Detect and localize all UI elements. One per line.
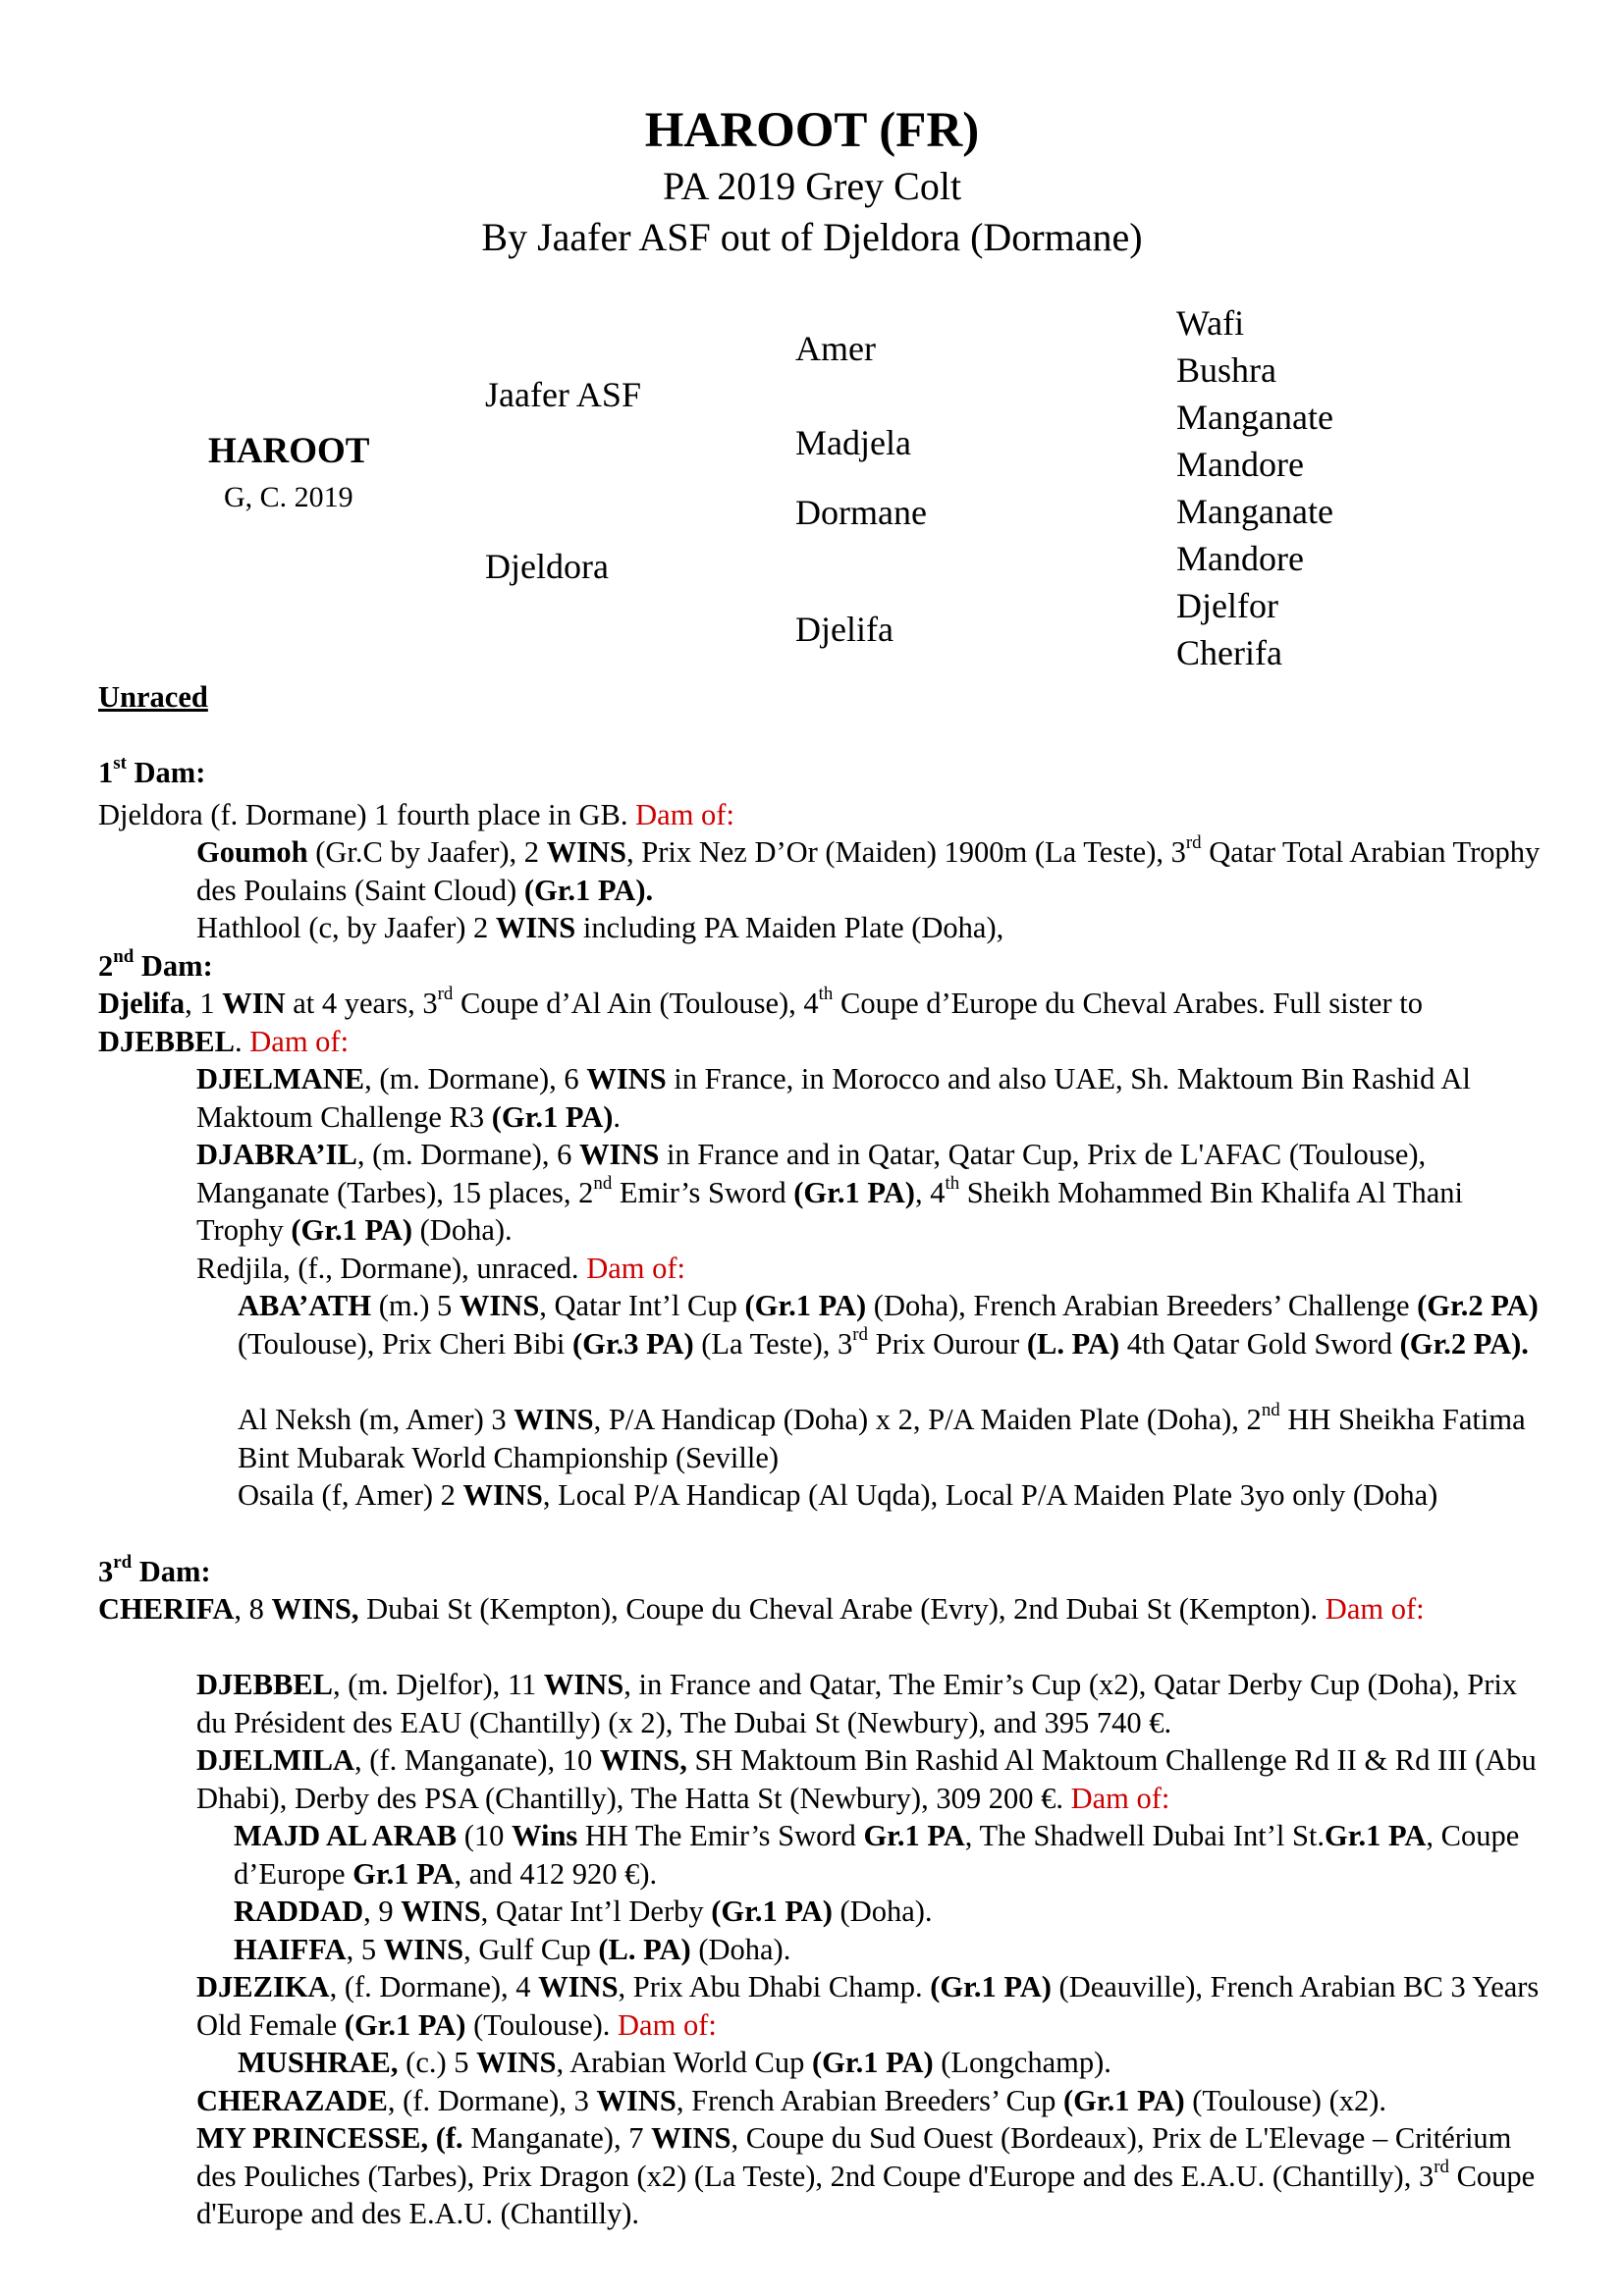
subtitle-breed-year: PA 2019 Grey Colt xyxy=(662,164,962,208)
progeny-djelmane: DJELMANE, (m. Dormane), 6 WINS in France, in Morocco and also UAE, Sh. Maktoum Bin Rashid Al Maktoum Challenge R3 (Gr.1 PA). xyxy=(196,1062,1471,1134)
third-dam-heading: 3rd Dam: xyxy=(98,1551,211,1588)
progeny-djezika: DJEZIKA, (f. Dormane), 4 WINS, Prix Abu Dhabi Champ. (Gr.1 PA) (Deauville), French Arabian BC 3 Years Old Female (Gr.1 PA) (Toulouse). Dam of: xyxy=(196,1970,1540,2042)
second-dam-heading: 2nd Dam: xyxy=(98,945,213,983)
progeny-raddad: RADDAD, 9 WINS, Qatar Int’l Derby (Gr.1 PA) (Doha). xyxy=(234,1895,933,1928)
race-status: Unraced xyxy=(98,680,208,714)
pedigree-g3-1: Wafi xyxy=(1176,303,1245,343)
page-title: HAROOT (FR) xyxy=(644,103,980,158)
pedigree-horse-name: HAROOT xyxy=(208,431,370,471)
pedigree-sire-sire: Amer xyxy=(795,329,876,368)
progeny-djebbel: DJEBBEL, (m. Djelfor), 11 WINS, in France and Qatar, The Emir’s Cup (x2), Qatar Derby Cup (Doha), Prix du Président des EAU (Chantilly) (x 2), The Dubai St (Newbury), and 395 740 €. xyxy=(196,1668,1518,1739)
progeny-abaath: ABA’ATH (m.) 5 WINS, Qatar Int’l Cup (Gr.1 PA) (Doha), French Arabian Breeders’ Challenge (Gr.2 PA) (Toulouse), Prix Cheri Bibi (Gr.3 PA) (La Teste), 3rd Prix Ourour (L. PA) 4th Qatar Gold Sword (Gr.2 PA). xyxy=(238,1289,1539,1361)
pedigree-horse-details: G, C. 2019 xyxy=(224,481,353,513)
subtitle-parentage: By Jaafer ASF out of Djeldora (Dormane) xyxy=(481,215,1143,259)
pedigree-g3-2: Bushra xyxy=(1176,350,1276,390)
third-dam-entry: CHERIFA, 8 WINS, Dubai St (Kempton), Coupe du Cheval Arabe (Evry), 2nd Dubai St (Kempton). Dam of: xyxy=(98,1592,1425,1626)
progeny-redjila: Redjila, (f., Dormane), unraced. Dam of: xyxy=(196,1252,685,1285)
progeny-al-neksh: Al Neksh (m, Amer) 3 WINS, P/A Handicap (Doha) x 2, P/A Maiden Plate (Doha), 2nd HH Sheikha Fatima Bint Mubarak World Championship (Seville) xyxy=(238,1399,1526,1474)
pedigree-g3-3: Manganate xyxy=(1176,398,1333,437)
progeny-djabrail: DJABRA’IL, (m. Dormane), 6 WINS in France and in Qatar, Qatar Cup, Prix de L'AFAC (Toulouse), Manganate (Tarbes), 15 places, 2nd Emir’s Sword (Gr.1 PA), 4th Sheikh Mohammed Bin Khalifa Al Thani Trophy (Gr.1 PA) (Doha). xyxy=(196,1138,1463,1247)
progeny-mushrae: MUSHRAE, (c.) 5 WINS, Arabian World Cup (Gr.1 PA) (Longchamp). xyxy=(238,2046,1111,2079)
pedigree-sire: Jaafer ASF xyxy=(485,375,641,414)
second-dam-entry: Djelifa, 1 WIN at 4 years, 3rd Coupe d’Al Ain (Toulouse), 4th Coupe d’Europe du Cheval Arabes. Full sister to DJEBBEL. Dam of: xyxy=(98,983,1423,1058)
progeny-hathlool: Hathlool (c, by Jaafer) 2 WINS including PA Maiden Plate (Doha), xyxy=(196,911,1004,944)
pedigree-g3-7: Djelfor xyxy=(1176,586,1278,625)
pedigree-g3-6: Mandore xyxy=(1176,539,1304,578)
progeny-my-princesse: MY PRINCESSE, (f. Manganate), 7 WINS, Coupe du Sud Ouest (Bordeaux), Prix de L'Elevage – Critérium des Pouliches (Tarbes), Prix Dragon (x2) (La Teste), 2nd Coupe d'Europe and des E.A.U. (Chantilly), 3rd Coupe d'Europe and des E.A.U. (Chantilly). xyxy=(196,2121,1536,2230)
first-dam-entry: Djeldora (f. Dormane) 1 fourth place in GB. Dam of: xyxy=(98,798,734,831)
progeny-cherazade: CHERAZADE, (f. Dormane), 3 WINS, French Arabian Breeders’ Cup (Gr.1 PA) (Toulouse) (x2). xyxy=(196,2084,1387,2117)
progeny-majd-al-arab: MAJD AL ARAB (10 Wins HH The Emir’s Sword Gr.1 PA, The Shadwell Dubai Int’l St.Gr.1 PA, Coupe d’Europe Gr.1 PA, and 412 920 €). xyxy=(234,1819,1520,1891)
pedigree-dam-sire: Dormane xyxy=(795,493,927,532)
progeny-goumoh: Goumoh (Gr.C by Jaafer), 2 WINS, Prix Nez D’Or (Maiden) 1900m (La Teste), 3rd Qatar Total Arabian Trophy des Poulains (Saint Cloud) (Gr.1 PA). xyxy=(196,831,1541,907)
first-dam-heading: 1st Dam: xyxy=(98,752,206,789)
progeny-osaila: Osaila (f, Amer) 2 WINS, Local P/A Handicap (Al Uqda), Local P/A Maiden Plate 3yo only (Doha) xyxy=(238,1478,1438,1512)
pedigree-sire-dam: Madjela xyxy=(795,423,911,462)
pedigree-dam-dam: Djelifa xyxy=(795,610,893,649)
pedigree-dam: Djeldora xyxy=(485,547,609,586)
progeny-djelmila: DJELMILA, (f. Manganate), 10 WINS, SH Maktoum Bin Rashid Al Maktoum Challenge Rd II & Rd III (Abu Dhabi), Derby des PSA (Chantilly), The Hatta St (Newbury), 309 200 €. Dam of: xyxy=(196,1743,1537,1815)
pedigree-g3-4: Mandore xyxy=(1176,445,1304,484)
pedigree-g3-8: Cherifa xyxy=(1176,633,1282,672)
pedigree-g3-5: Manganate xyxy=(1176,492,1333,531)
progeny-haiffa: HAIFFA, 5 WINS, Gulf Cup (L. PA) (Doha). xyxy=(234,1933,791,1966)
